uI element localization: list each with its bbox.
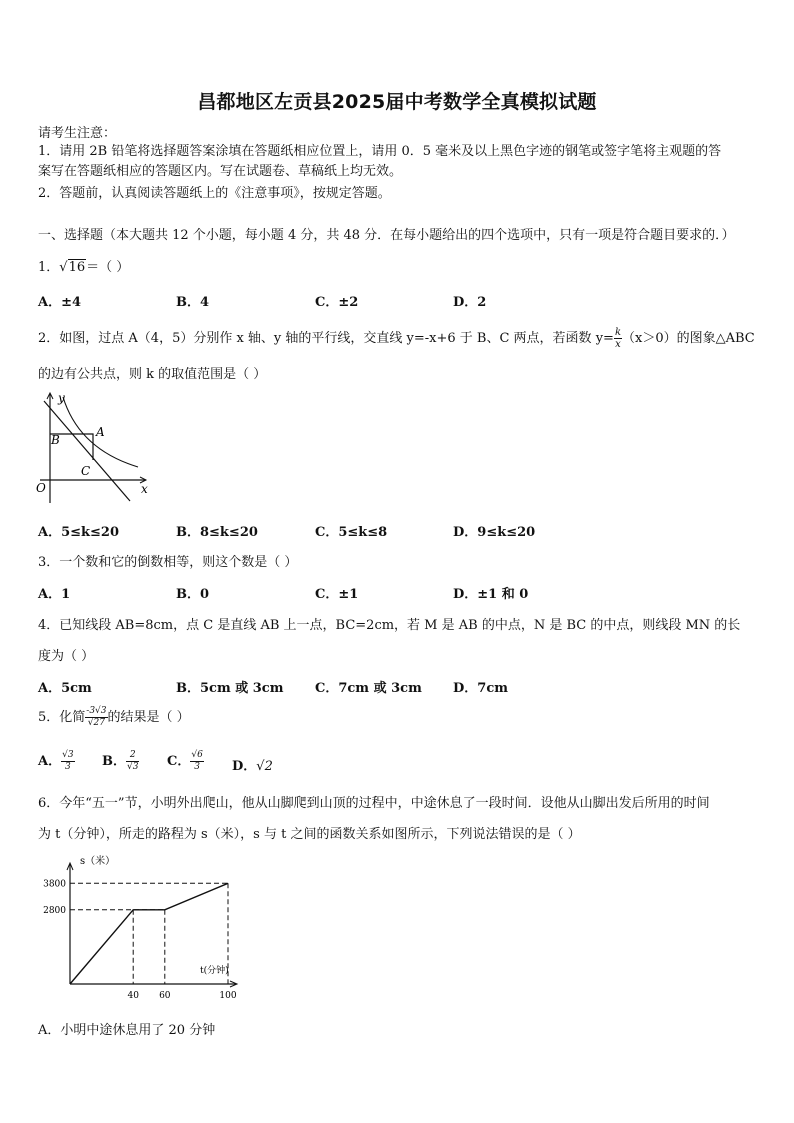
q5-option-a-fraction xyxy=(61,750,74,773)
sqrt-symbol: √ xyxy=(59,260,68,275)
question-6-chart xyxy=(36,850,246,1008)
q5-option-b-den: √3 xyxy=(127,762,139,772)
q5-option-b-label: B． xyxy=(102,754,126,769)
q2-option-d[interactable]: D．9≤k≤20 xyxy=(453,525,536,540)
chart-xlabel: t(分钟) xyxy=(200,966,229,976)
question-5-suffix: 的结果是（ ） xyxy=(107,710,190,725)
q3-option-c[interactable]: C．±1 xyxy=(315,587,359,602)
q1-option-a[interactable]: A．±4 xyxy=(38,295,82,310)
q3-option-a[interactable]: A．1 xyxy=(38,587,71,602)
question-5-fraction xyxy=(85,706,107,729)
question-2-text-a: 2．如图，过点 A（4，5）分别作 x 轴、y 轴的平行线，交直线 y=-x+6 于 B、C 两点，若函数 y= xyxy=(38,331,614,346)
notice-heading: 请考生注意： xyxy=(38,126,117,141)
q1-option-d[interactable]: D．2 xyxy=(453,295,487,310)
label-c: C xyxy=(81,464,91,478)
q2-option-c[interactable]: C．5≤k≤8 xyxy=(315,525,388,540)
chart-ylabel: s（米） xyxy=(80,856,116,867)
q3-option-b[interactable]: B．0 xyxy=(176,587,210,602)
question-2-line-2: 的边有公共点，则 k 的取值范围是（ ） xyxy=(38,367,267,382)
notice-line-2: 2．答题前，认真阅读答题纸上的《注意事项》，按规定答题。 xyxy=(38,186,391,201)
question-2-line-1 xyxy=(38,327,755,350)
q4-option-c[interactable]: C．7cm 或 3cm xyxy=(315,681,422,696)
chart-y-tick-label: 3800 xyxy=(43,879,66,890)
question-2-text-b: （x＞0）的图象△ABC xyxy=(622,331,755,346)
q2-option-a[interactable]: A．5≤k≤20 xyxy=(38,525,120,540)
question-4-line-2: 度为（ ） xyxy=(38,649,95,664)
q5-option-d-value: √2 xyxy=(256,759,273,774)
q1-option-b[interactable]: B．4 xyxy=(176,295,210,310)
q5-option-b-num: 2 xyxy=(126,750,139,762)
q5-option-c-num: √6 xyxy=(191,750,203,760)
question-6-line-1: 6．今年“五一”节，小明外出爬山，他从山脚爬到山顶的过程中，中途休息了一段时间．设他从山脚出发后所用的时间 xyxy=(38,796,710,811)
line-y-neg-x-plus-6 xyxy=(44,401,130,501)
chart-x-tick-label: 100 xyxy=(219,991,237,1001)
q5-option-c-den: 3 xyxy=(194,762,200,772)
chart-x-tick-label: 60 xyxy=(159,991,171,1001)
label-b: B xyxy=(51,433,60,447)
question-1-suffix: ＝（ ） xyxy=(86,260,130,275)
chart-x-tick-label: 40 xyxy=(127,991,139,1001)
question-6-line-2: 为 t（分钟），所走的路程为 s（米），s 与 t 之间的函数关系如图所示，下列说法错误的是（ ） xyxy=(38,827,581,842)
q5-option-a-num: √3 xyxy=(62,750,74,760)
question-5 xyxy=(38,706,190,729)
q1-option-c[interactable]: C．±2 xyxy=(315,295,359,310)
question-4-line-1: 4．已知线段 AB=8cm，点 C 是直线 AB 上一点，BC=2cm，若 M 是 AB 的中点，N 是 BC 的中点，则线段 MN 的长 xyxy=(38,618,741,633)
q4-option-b[interactable]: B．5cm 或 3cm xyxy=(176,681,284,696)
question-1-prefix: 1． xyxy=(38,260,60,275)
page-title: 昌都地区左贡县2025届中考数学全真模拟试题 xyxy=(197,91,597,113)
question-3: 3．一个数和它的倒数相等，则这个数是（ ） xyxy=(38,555,298,570)
question-5-frac-den: √27 xyxy=(87,718,105,728)
q4-option-a[interactable]: A．5cm xyxy=(38,681,92,696)
notice-line-1a: 1．请用 2B 铅笔将选择题答案涂填在答题纸相应位置上，请用 0．5 毫米及以上黑色字迹的钢笔或签字笔将主观题的答 xyxy=(38,144,722,159)
label-x: x xyxy=(141,482,148,496)
q6-option-a[interactable]: A．小明中途休息用了 20 分钟 xyxy=(38,1023,216,1038)
notice-line-1b: 案写在答题纸相应的答题区内。写在试题卷、草稿纸上均无效。 xyxy=(38,164,403,179)
label-a: A xyxy=(96,425,105,439)
question-2-frac-den: x xyxy=(615,339,621,350)
question-5-prefix: 5．化简 xyxy=(38,710,86,725)
q5-option-c[interactable] xyxy=(167,750,204,773)
question-2-figure xyxy=(34,391,154,509)
q3-option-d[interactable]: D．±1 和 0 xyxy=(453,587,529,602)
section-heading: 一、选择题（本大题共 12 个小题，每小题 4 分，共 48 分．在每小题给出的四个选项中，只有一项是符合题目要求的．） xyxy=(38,228,735,243)
q5-option-a-den: 3 xyxy=(64,762,71,772)
q5-option-b-fraction xyxy=(126,750,139,773)
chart-y-tick-label: 2800 xyxy=(43,905,66,916)
q2-option-b[interactable]: B．8≤k≤20 xyxy=(176,525,258,540)
q5-option-c-label: C． xyxy=(167,754,191,769)
q5-option-c-fraction xyxy=(190,750,203,773)
label-y: y xyxy=(58,391,65,405)
q5-option-d[interactable] xyxy=(232,755,273,774)
q5-option-a-label: A． xyxy=(38,754,62,769)
label-origin: O xyxy=(36,481,46,495)
q5-option-a[interactable] xyxy=(38,750,75,773)
q5-option-d-label: D． xyxy=(232,759,257,774)
question-2-fraction xyxy=(614,327,622,350)
q5-option-b[interactable] xyxy=(102,750,139,773)
question-2-frac-num: k xyxy=(614,327,621,338)
question-1 xyxy=(38,256,129,275)
question-1-radicand: 16 xyxy=(68,260,86,275)
question-5-frac-num: -3√3 xyxy=(86,706,107,716)
q4-option-d[interactable]: D．7cm xyxy=(453,681,508,696)
